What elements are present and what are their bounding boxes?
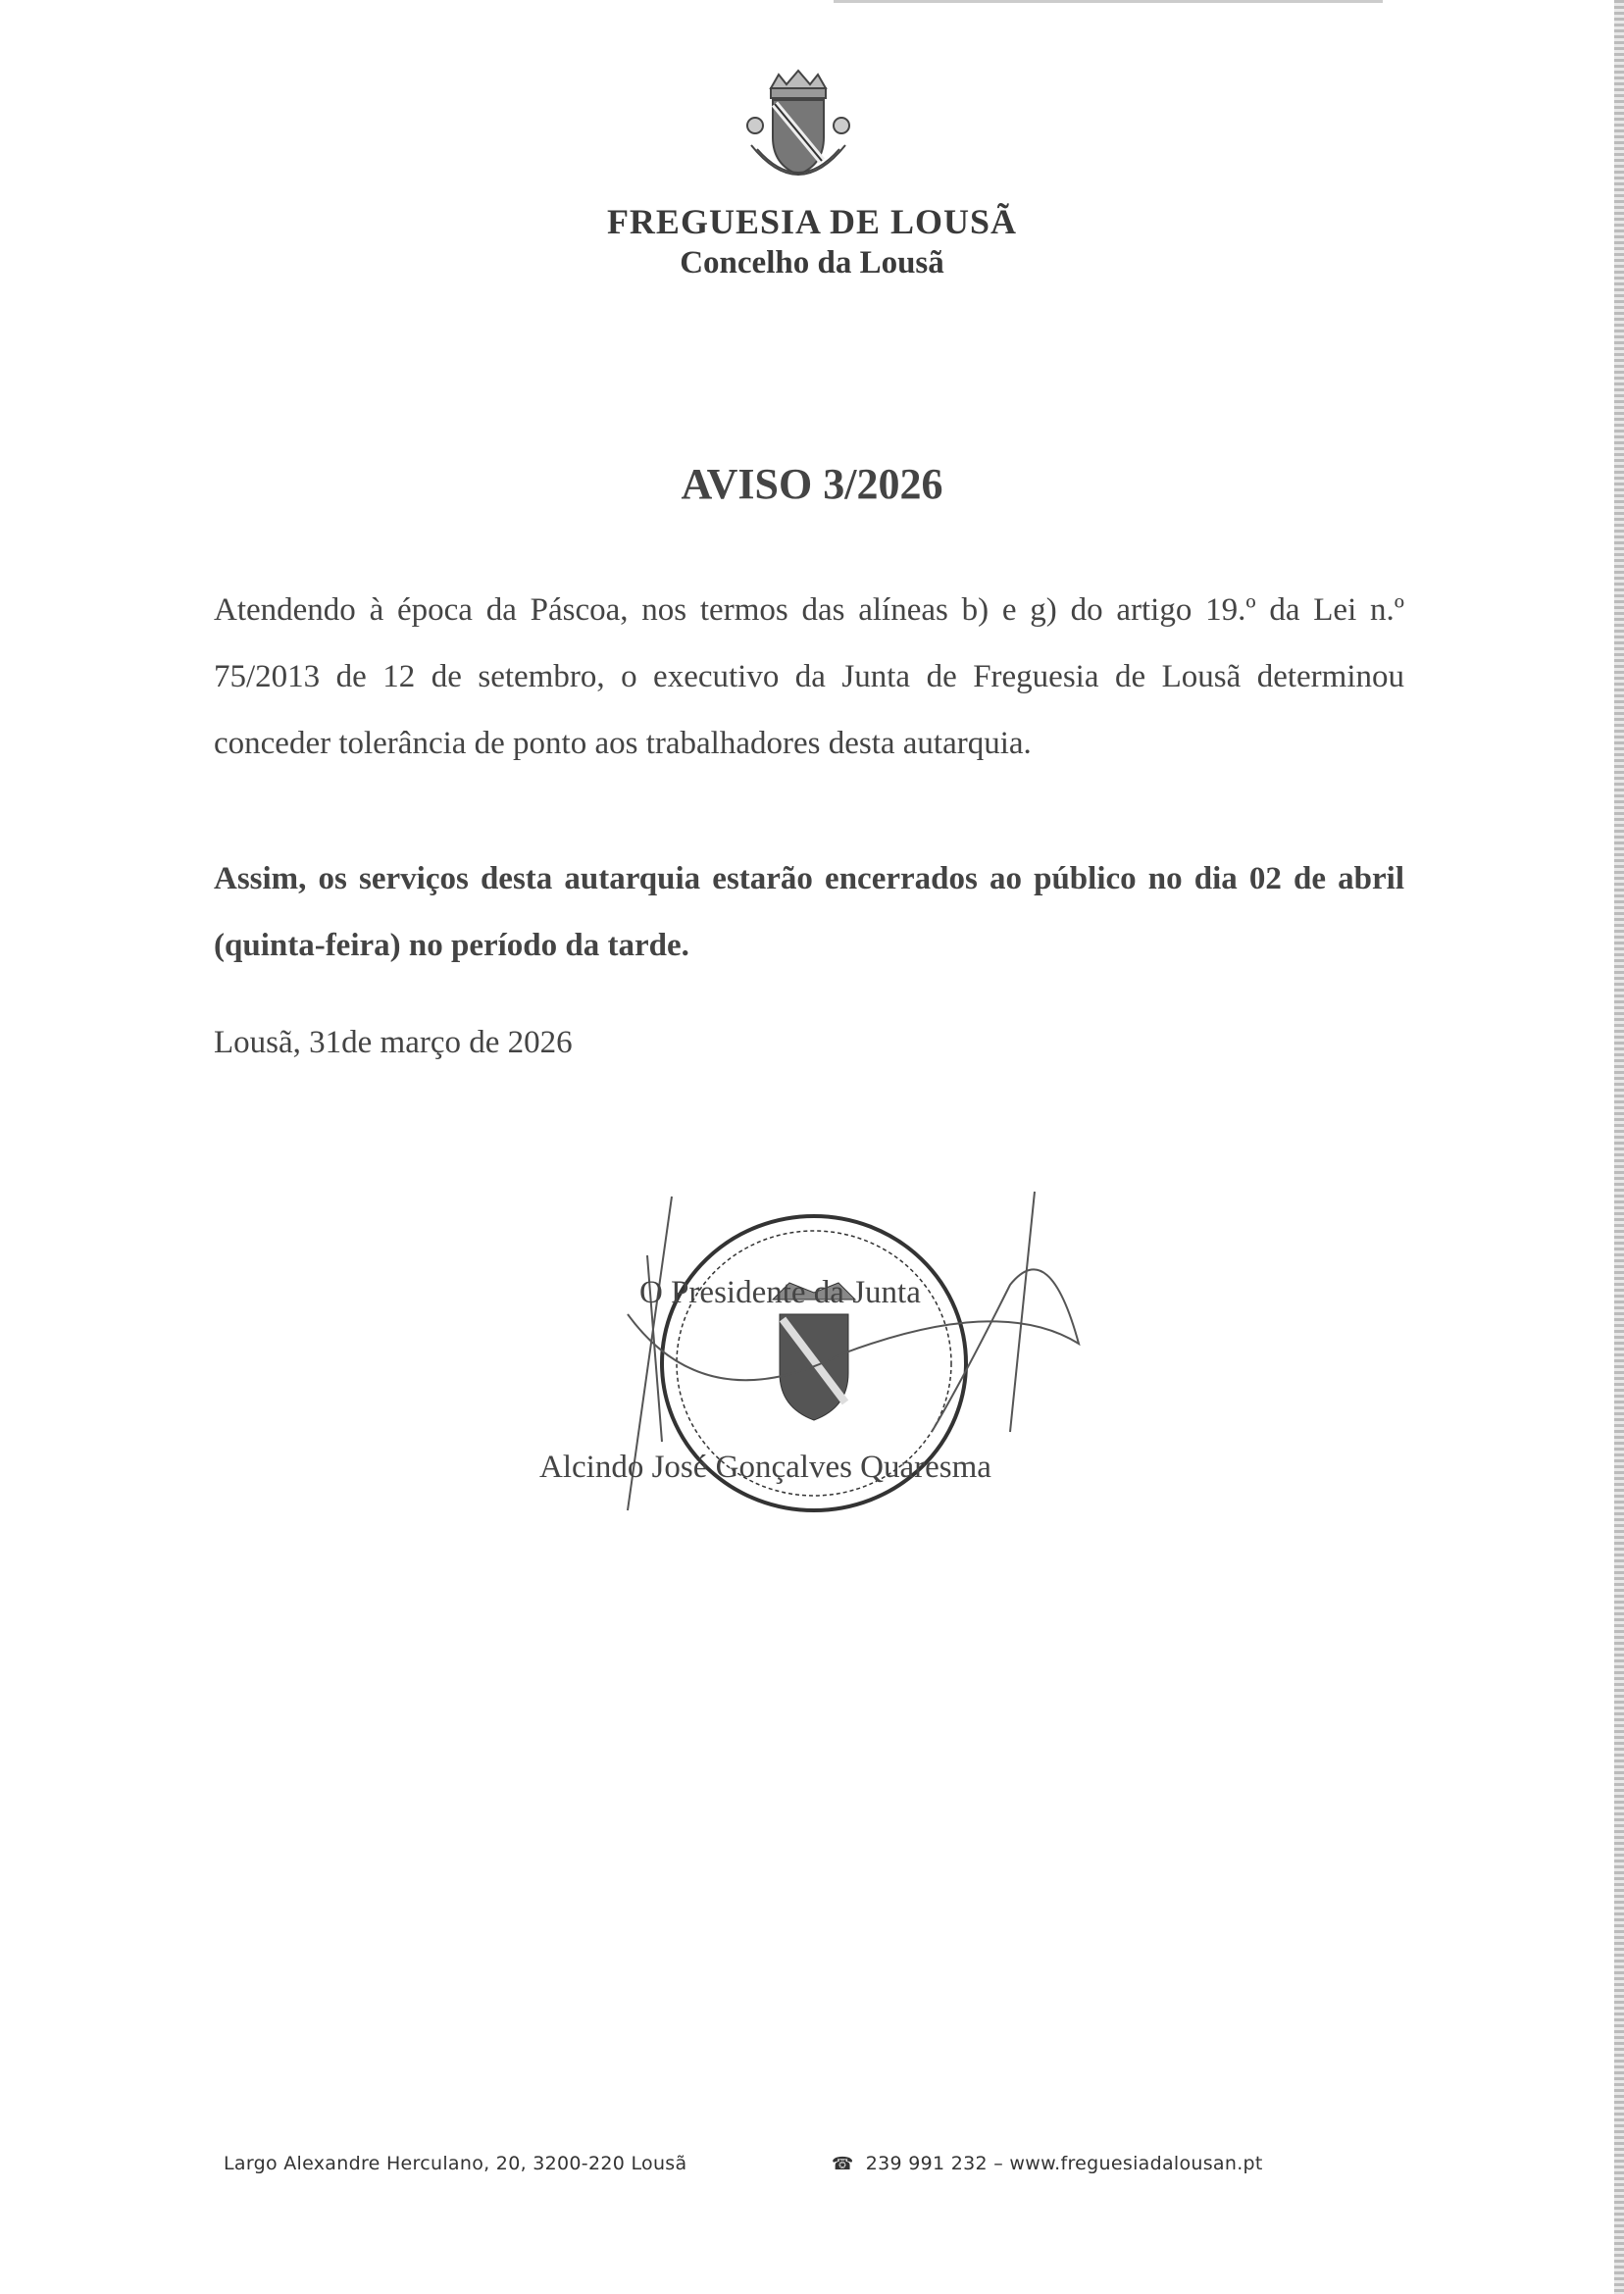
notice-paragraph-2: Assim, os serviços desta autarquia estarão encerrados ao público no dia 02 de abril (quinta-feira) no período da tarde. bbox=[214, 861, 1404, 963]
scan-edge bbox=[1614, 0, 1624, 2294]
coat-of-arms-icon bbox=[734, 67, 863, 198]
footer-address: Largo Alexandre Herculano, 20, 3200-220 Lousã bbox=[224, 2153, 687, 2174]
notice-title: AVISO 3/2026 bbox=[681, 460, 943, 508]
footer-contact bbox=[832, 2153, 1263, 2174]
signatory-role: O Presidente da Junta bbox=[639, 1275, 921, 1310]
organization-name: FREGUESIA DE LOUSÃ bbox=[606, 202, 1018, 241]
place-date: Lousã, 31de março de 2026 bbox=[214, 1025, 573, 1060]
footer-contact-text: 239 991 232 – www.freguesiadalousan.pt bbox=[865, 2153, 1263, 2174]
signatory-name: Alcindo José Gonçalves Quaresma bbox=[539, 1450, 991, 1485]
organization-subtitle: Concelho da Lousã bbox=[680, 245, 944, 280]
phone-icon: ☎ bbox=[832, 2154, 854, 2174]
official-stamp-icon bbox=[588, 1177, 1177, 1550]
scan-artifact bbox=[834, 0, 1383, 3]
notice-paragraph-1: Atendendo à época da Páscoa, nos termos das alíneas b) e g) do artigo 19.º da Lei n.º 75/2013 de 12 de setembro, o executivo da Junta de Freguesia de Lousã determinou conceder tolerância de ponto aos trabalhadores desta autarquia. bbox=[214, 592, 1404, 761]
